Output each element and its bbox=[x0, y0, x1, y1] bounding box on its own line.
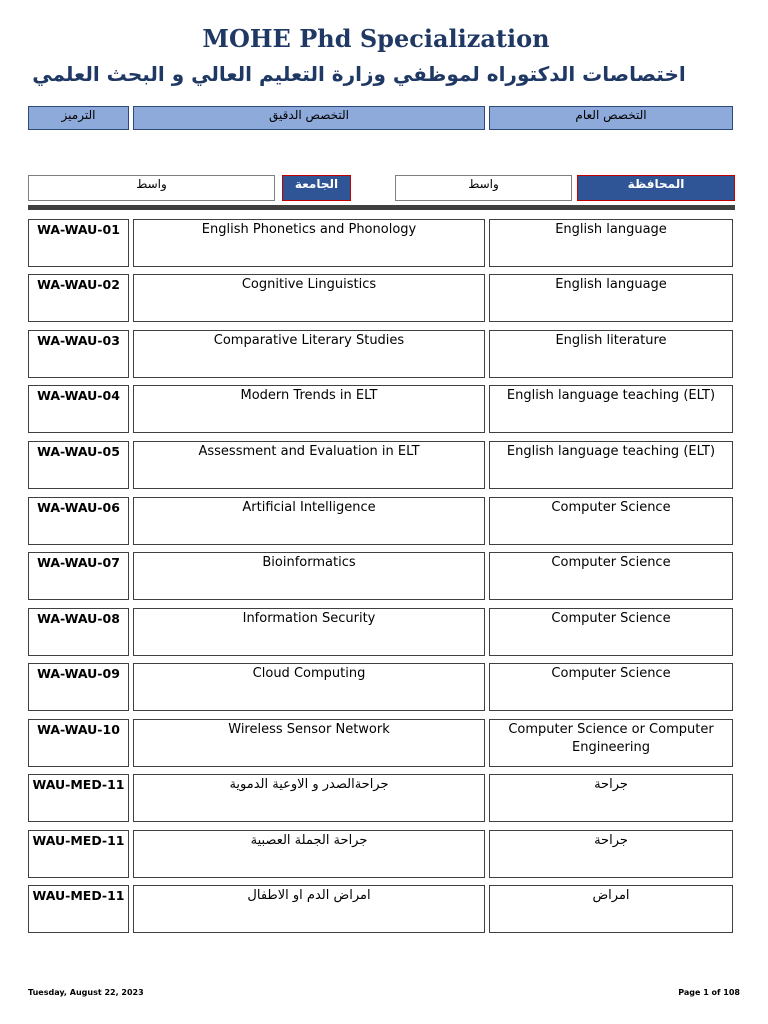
code-cell: WA-WAU-08 bbox=[28, 608, 129, 656]
code-cell: WA-WAU-03 bbox=[28, 330, 129, 378]
table-row bbox=[0, 385, 768, 433]
general-cell: English language teaching (ELT) bbox=[489, 441, 733, 489]
table-row bbox=[0, 774, 768, 822]
code-cell: WAU-MED-11 bbox=[28, 830, 129, 878]
general-cell: جراحة bbox=[489, 830, 733, 878]
specific-cell: Artificial Intelligence bbox=[133, 497, 485, 545]
specific-cell: Wireless Sensor Network bbox=[133, 719, 485, 767]
table-row bbox=[0, 608, 768, 656]
page-subtitle-arabic: اختصاصات الدكتوراه لموظفي وزارة التعليم العالي و البحث العلمي bbox=[32, 62, 686, 86]
table-row bbox=[0, 719, 768, 767]
specific-cell: Cloud Computing bbox=[133, 663, 485, 711]
table-row bbox=[0, 552, 768, 600]
table-row bbox=[0, 885, 768, 933]
code-cell: WA-WAU-10 bbox=[28, 719, 129, 767]
general-cell: Computer Science bbox=[489, 608, 733, 656]
specific-cell: Information Security bbox=[133, 608, 485, 656]
page-number: Page 1 of 108 bbox=[678, 988, 740, 997]
code-cell: WA-WAU-09 bbox=[28, 663, 129, 711]
header-code: الترميز bbox=[28, 106, 129, 130]
specific-cell: جراحةالصدر و الاوعية الدموية bbox=[133, 774, 485, 822]
general-cell: امراض bbox=[489, 885, 733, 933]
code-cell: WA-WAU-02 bbox=[28, 274, 129, 322]
header-specific-specialization: التخصص الدقيق bbox=[133, 106, 485, 130]
header-general-specialization: التخصص العام bbox=[489, 106, 733, 130]
general-cell: جراحة bbox=[489, 774, 733, 822]
province-label: المحافظة bbox=[577, 175, 735, 201]
specific-cell: English Phonetics and Phonology bbox=[133, 219, 485, 267]
code-cell: WAU-MED-11 bbox=[28, 774, 129, 822]
page-title: MOHE Phd Specialization bbox=[202, 24, 550, 53]
code-cell: WA-WAU-06 bbox=[28, 497, 129, 545]
general-cell: Computer Science bbox=[489, 552, 733, 600]
table-row bbox=[0, 219, 768, 267]
specific-cell: جراحة الجملة العصبية bbox=[133, 830, 485, 878]
code-cell: WA-WAU-04 bbox=[28, 385, 129, 433]
code-cell: WAU-MED-11 bbox=[28, 885, 129, 933]
general-cell: Computer Science bbox=[489, 497, 733, 545]
code-cell: WA-WAU-05 bbox=[28, 441, 129, 489]
specific-cell: Assessment and Evaluation in ELT bbox=[133, 441, 485, 489]
general-cell: Computer Science bbox=[489, 663, 733, 711]
university-value: واسط bbox=[28, 175, 275, 201]
province-value: واسط bbox=[395, 175, 572, 201]
specific-cell: امراض الدم او الاطفال bbox=[133, 885, 485, 933]
table-row bbox=[0, 830, 768, 878]
specific-cell: Cognitive Linguistics bbox=[133, 274, 485, 322]
specific-cell: Modern Trends in ELT bbox=[133, 385, 485, 433]
code-cell: WA-WAU-07 bbox=[28, 552, 129, 600]
divider bbox=[28, 205, 735, 210]
general-cell: English language teaching (ELT) bbox=[489, 385, 733, 433]
table-row bbox=[0, 441, 768, 489]
code-cell: WA-WAU-01 bbox=[28, 219, 129, 267]
university-label: الجامعة bbox=[282, 175, 351, 201]
footer-date: Tuesday, August 22, 2023 bbox=[28, 988, 144, 997]
general-cell: English language bbox=[489, 219, 733, 267]
table-row bbox=[0, 663, 768, 711]
table-row bbox=[0, 497, 768, 545]
specific-cell: Comparative Literary Studies bbox=[133, 330, 485, 378]
general-cell: English literature bbox=[489, 330, 733, 378]
table-row bbox=[0, 274, 768, 322]
general-cell: Computer Science or Computer Engineering bbox=[489, 719, 733, 767]
table-row bbox=[0, 330, 768, 378]
general-cell: English language bbox=[489, 274, 733, 322]
specific-cell: Bioinformatics bbox=[133, 552, 485, 600]
